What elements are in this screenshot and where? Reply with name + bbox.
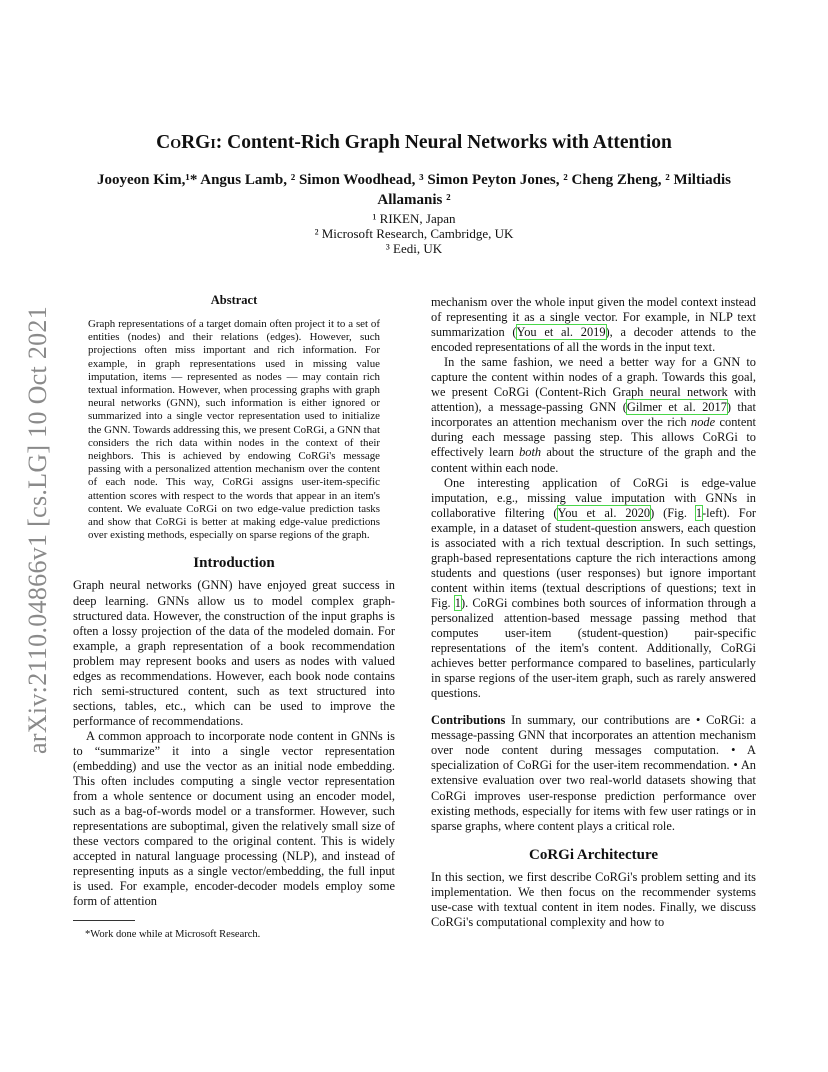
right-paragraph-3: One interesting application of CoRGi is edge-value imputation, e.g., missing value imputation with GNNs in collaborative filtering (You et al. 2020) (Fig. 1-left). For example, in a dataset of student-question answers, each question is associated with a rich textual description. In such settings, graph-based representations capture the rich interactions among students and questions (user responses) but ignore important content within items (textual descriptions of questions; text in Fig. 1). CoRGi combines both sources of information through a personalized attention-based message passing method that computes user-item (student-question) pair-specific representations of the item's content. Additionally, CoRGi achieves better performance compared to baselines, particularly in sparse regions of the user-item graph, such as rarely answered questions. [431, 475, 757, 701]
contributions-paragraph: Contributions In summary, our contributions are • CoRGi: a message-passing GNN that incorporates an attention mechanism over node content during messages computation. • A specialization of CoRGi for the user-item recommendation. • An extensive evaluation over two real-world datasets showing that CoRGi improves user-response prediction performance over existing methods, especially for items with few user ratings or in sparse graphs, where content plays a critical role. [431, 713, 756, 833]
affiliation-2: ² Microsoft Research, Cambridge, UK [314, 226, 514, 241]
title-text: : Content-Rich Graph Neural Networks with Attention [215, 132, 672, 153]
affiliations [214, 211, 614, 256]
right-column [431, 295, 756, 930]
footnote-text: *Work done while at Microsoft Research. [85, 929, 261, 940]
citation-link[interactable]: You et al. 2020 [557, 505, 651, 520]
introduction-heading: Introduction [193, 555, 275, 572]
footnote [73, 920, 395, 940]
right-paragraph-2: In the same fashion, we need a better way for a GNN to capture the content within nodes of a graph. Towards this goal, we present CoRGi (Content-Rich Graph neural network with attention), a message-passing GNN (Gilmer et al. 2017) that incorporates an attention mechanism over the rich node content during each message passing step. This allows CoRGi to effectively learn both about the structure of the graph and the content within each node. [431, 355, 756, 475]
architecture-heading: CoRGi Architecture [528, 846, 658, 863]
right-paragraph-1: mechanism over the whole input given the model context instead of representing it as a single vector. For example, in NLP text summarization (You et al. 2019), a decoder attends to the encoded representations of all the words in the input text. [431, 295, 756, 355]
affiliation-1: ¹ RIKEN, Japan [372, 211, 456, 226]
left-column [73, 293, 395, 909]
citation-link[interactable]: Gilmer et al. 2017 [626, 400, 727, 415]
abstract-heading: Abstract [210, 293, 258, 307]
intro-paragraph-1: Graph neural networks (GNN) have enjoyed great success in deep learning. GNNs allow us to model complex graph-structured data. However, the construction of the input graphs is often a lossy projection of the data of the modeled domain. For example, a graph representation of a book recommendation problem may represent books and users as nodes with valued edges as recommendations. However, each book node contains rich semi-structured content, such as text structured into sections, tables, etc., which can be used to improve the performance of recommendations. [73, 578, 395, 728]
intro-paragraph-2: A common approach to incorporate node content in GNNs is to “summarize” it into a single vector representation (embedding) and use the vector as an initial node embedding. This often includes computing a single vector representation from a whole sentence or document using an encoder model, such as a bag-of-words model or a transformer. However, such representations are suboptimal, given the relatively small size of these vectors compared to the original content. This is widely accepted in natural language processing (NLP), and instead of representing inputs as a single vector/embedding, the full input is used. For example, encoder-decoder models employ some form of attention [73, 728, 395, 909]
architecture-paragraph: In this section, we first describe CoRGi's problem setting and its implementation. We then focus on the recommender systems use-case with textual content in item nodes. Finally, we discuss CoRGi's computational complexity and how to [431, 869, 756, 929]
footnote-rule [73, 920, 135, 921]
author-list: Jooyeon Kim,¹* Angus Lamb, ² Simon Woodhead, ³ Simon Peyton Jones, ² Cheng Zheng, ² Miltiadis Allamanis ² [97, 172, 731, 208]
paper-title [40, 132, 788, 154]
contributions-label: Contributions [431, 713, 506, 728]
abstract-text: Graph representations of a target domain often project it to a set of entities (nodes) and their relations (edges). However, such projections often miss important and rich information. For example, in graph representations used in missing value imputation, items — represented as nodes — may contain rich textual information. However, when processing graphs with graph neural networks (GNN), such information is either ignored or summarized into a single vector representation used to initialize the GNN. Towards addressing this, we present CoRGi, a GNN that considers the rich data within nodes in the context of their neighbors. This is achieved by endowing CoRGi's message passing with a personalized attention mechanism over the content of each node. This way, CoRGi assigns user-item-specific attention scores with respect to the words that appear in an item's content. We evaluate CoRGi on two edge-value prediction tasks and show that CoRGi is better at making edge-value predictions over existing methods, especially on sparse regions of the graph. [88, 318, 380, 542]
citation-link[interactable]: You et al. 2019 [516, 325, 606, 340]
title-model-name: CoRGi [156, 132, 216, 153]
arxiv-identifier: arXiv:2110.04866v1 [cs.LG] 10 Oct 2021 [23, 305, 52, 755]
figure-reference-link[interactable]: 1 [454, 595, 461, 610]
affiliation-3: ³ Eedi, UK [385, 241, 443, 256]
figure-reference-link[interactable]: 1 [695, 505, 703, 520]
